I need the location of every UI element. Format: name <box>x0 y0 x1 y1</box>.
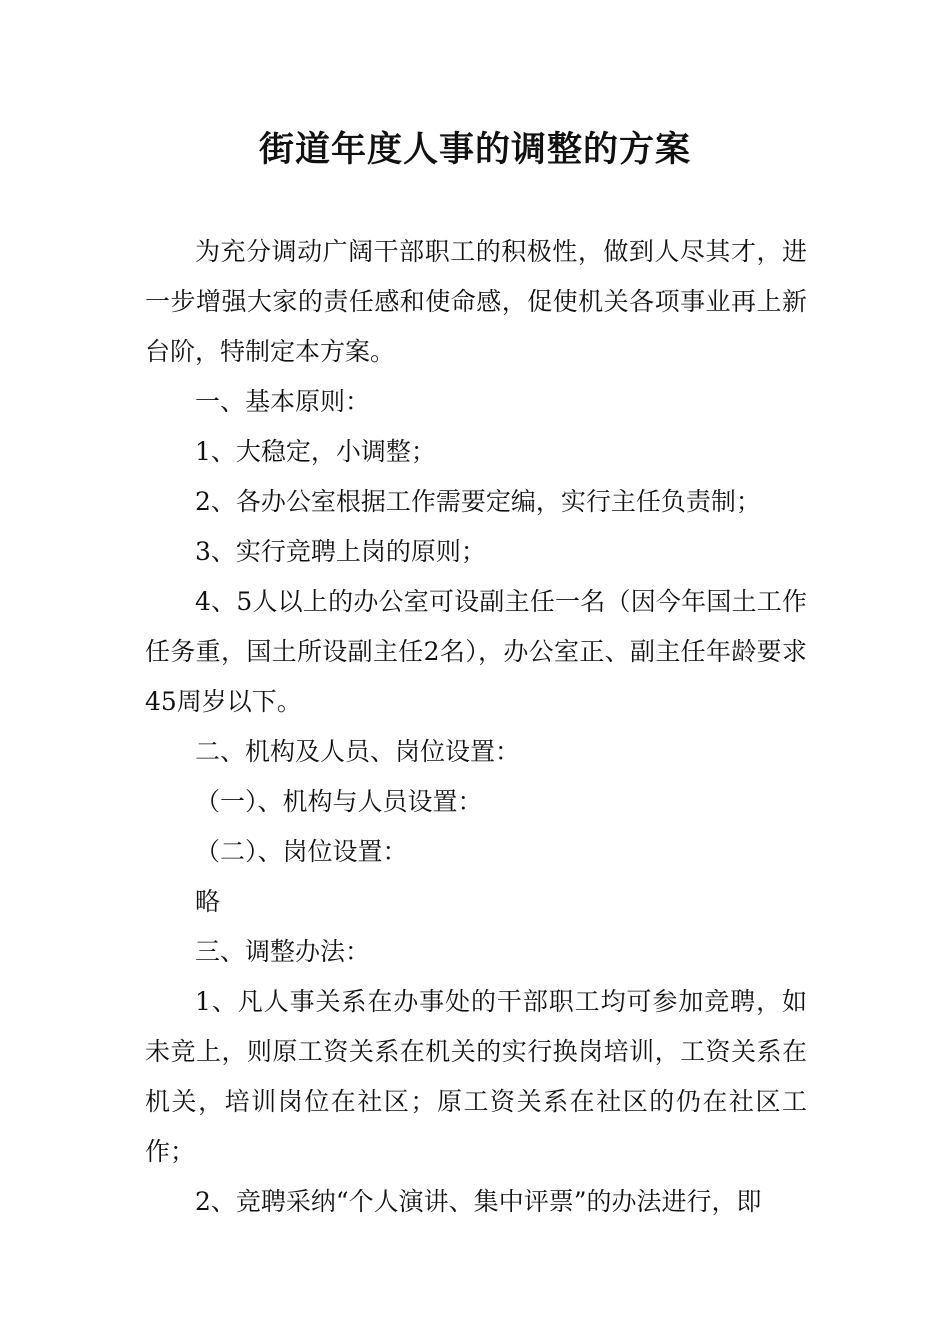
principle-item-4: 4、5人以上的办公室可设副主任一名（因今年国土工作任务重，国土所设副主任2名），办公室正、副主任年龄要求45周岁以下。 <box>145 587 807 716</box>
principle-item-3: 3、实行竞聘上岗的原则； <box>195 537 486 566</box>
document-title: 街道年度人事的调整的方案 <box>258 130 691 170</box>
section-heading-organization: 二、机构及人员、岗位设置： <box>195 737 521 766</box>
subsection-heading-positions: （二）、岗位设置： <box>195 837 408 866</box>
principle-item-1: 1、大稳定，小调整； <box>195 437 436 466</box>
section-heading-methods: 三、调整办法： <box>195 937 371 966</box>
document-body <box>145 227 807 1227</box>
omitted-note: 略 <box>195 887 221 916</box>
method-item-2: 2、竞聘采纳“个人演讲、集中评票”的办法进行，即 <box>195 1187 762 1216</box>
section-heading-principles: 一、基本原则： <box>195 387 371 416</box>
principle-item-2: 2、各办公室根据工作需要定编，实行主任负责制； <box>195 487 761 516</box>
method-item-1: 1、凡人事关系在办事处的干部职工均可参加竞聘，如未竞上，则原工资关系在机关的实行换岗培训，工资关系在机关，培训岗位在社区；原工资关系在社区的仍在社区工作； <box>145 987 807 1166</box>
subsection-heading-organization: （一）、机构与人员设置： <box>195 787 483 816</box>
intro-paragraph: 为充分调动广阔干部职工的积极性，做到人尽其才，进一步增强大家的责任感和使命感，促使机关各项事业再上新台阶，特制定本方案。 <box>145 237 807 366</box>
